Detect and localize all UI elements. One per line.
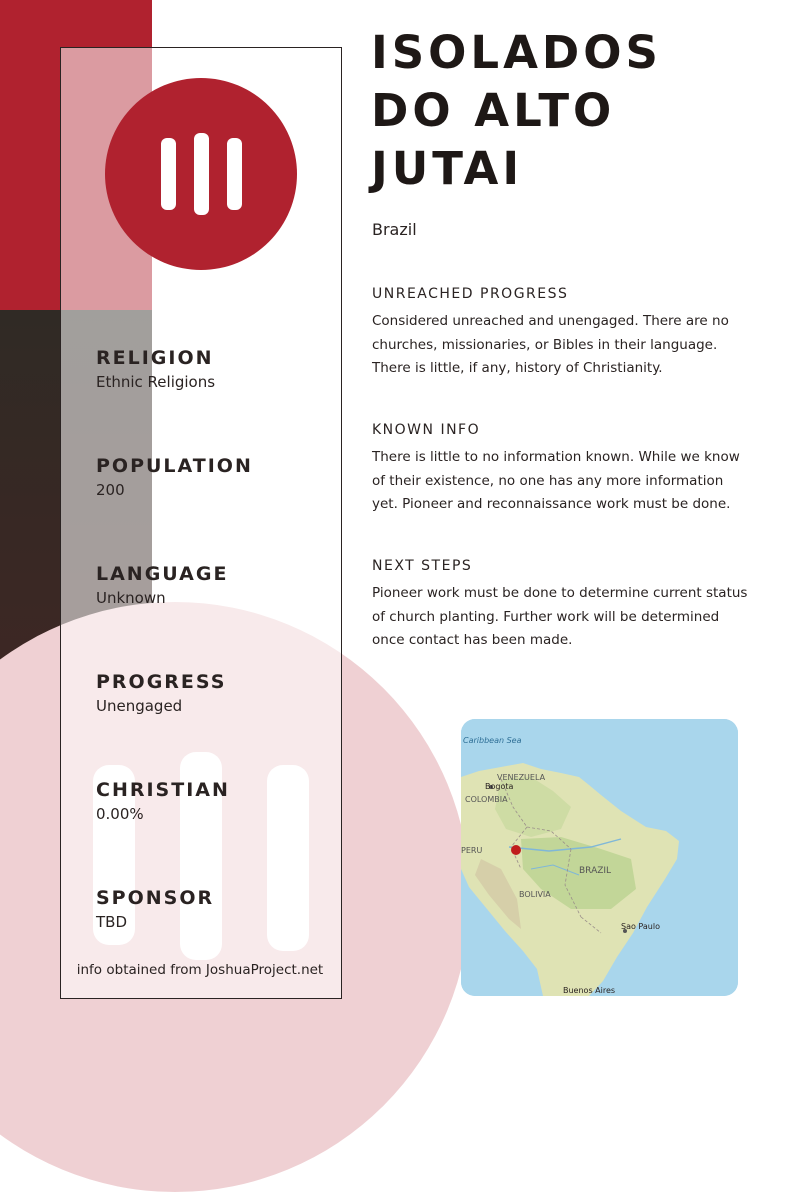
sponsor-stat (96, 887, 214, 931)
map-label: BRAZIL (579, 866, 612, 876)
unreached-progress-section (372, 286, 752, 381)
country-label: Brazil (372, 220, 417, 239)
progress-stat (96, 671, 226, 715)
title-line: ISOLADOS (371, 26, 662, 79)
map-label: VENEZUELA (497, 773, 546, 782)
christian-stat (96, 779, 230, 823)
known-info-section (372, 422, 752, 517)
location-map (461, 719, 738, 996)
map-label: Bogota (485, 782, 514, 791)
map-label: Caribbean Sea (463, 736, 522, 745)
stat-value: Ethnic Religions (96, 373, 216, 391)
stat-label: POPULATION (96, 455, 253, 477)
language-stat (96, 563, 228, 607)
section-body: Pioneer work must be done to determine current status of church planting. Further work will be determined once contact has been made. (372, 585, 748, 648)
stat-value: TBD (96, 913, 128, 931)
section-heading: KNOWN INFO (372, 422, 481, 438)
stat-label: CHRISTIAN (96, 779, 230, 801)
stat-value: Unengaged (96, 697, 183, 715)
stat-label: RELIGION (96, 347, 214, 369)
title-line: JUTAI (371, 142, 524, 195)
source-credit: info obtained from JoshuaProject.net (76, 962, 324, 978)
stat-label: PROGRESS (96, 671, 227, 693)
section-body: Considered unreached and unengaged. There are no churches, missionaries, or Bibles in their language. There is little, if any, history of Christianity. (372, 313, 729, 376)
page-title (371, 24, 791, 198)
population-stat (96, 455, 253, 499)
section-heading: NEXT STEPS (372, 558, 473, 574)
stat-value: 200 (96, 481, 125, 499)
map-label: BOLIVIA (519, 890, 551, 899)
map-label: Sao Paulo (621, 922, 660, 931)
people-group-logo-icon (105, 78, 297, 270)
stat-label: LANGUAGE (96, 563, 229, 585)
title-line: DO ALTO (371, 84, 616, 137)
map-label: PERU (461, 846, 483, 855)
next-steps-section (372, 558, 752, 653)
section-body: There is little to no information known. While we know of their existence, no one has any more information yet. Pioneer and reconnaissance work must be done. (372, 449, 740, 512)
section-heading: UNREACHED PROGRESS (372, 286, 569, 302)
stat-value: Unknown (96, 589, 166, 607)
map-label: COLOMBIA (465, 795, 508, 804)
map-label: Buenos Aires (563, 986, 616, 995)
stat-value: 0.00% (96, 805, 144, 823)
religion-stat (96, 347, 215, 391)
stat-label: SPONSOR (96, 887, 215, 909)
